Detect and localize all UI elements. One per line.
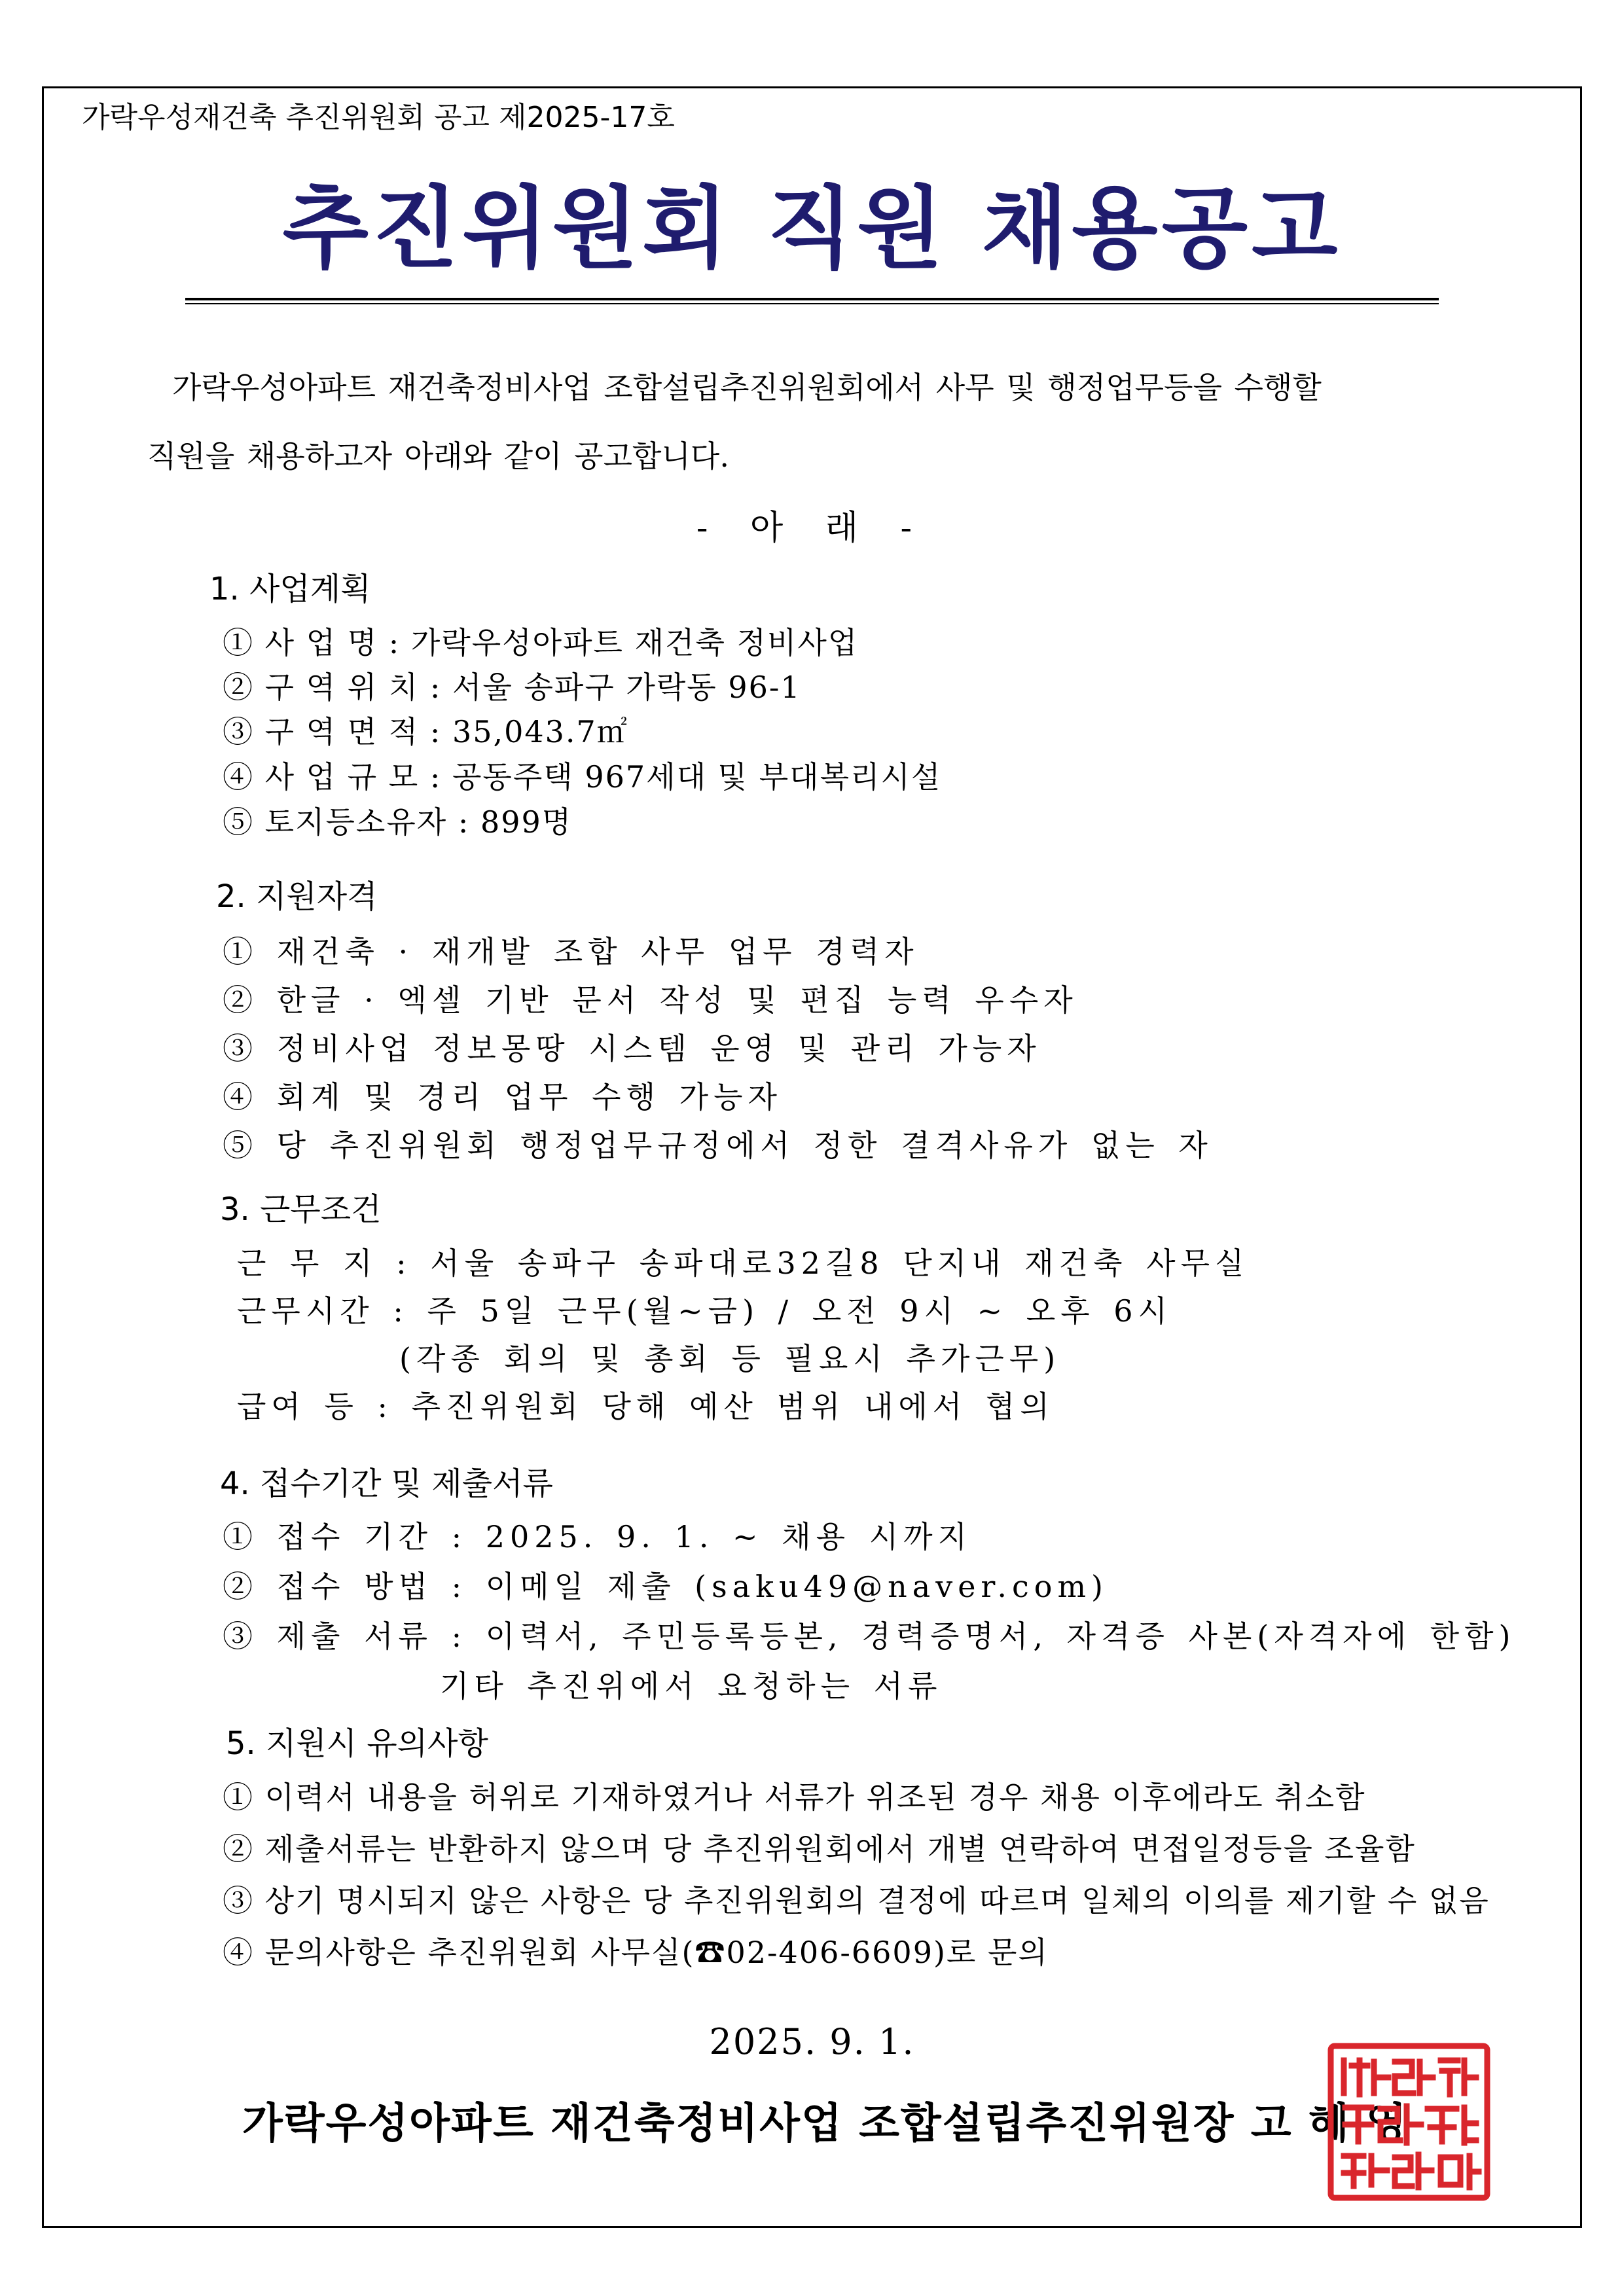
issue-date: 2025. 9. 1. [709,2021,915,2062]
list-item: ① 이력서 내용을 허위로 기재하였거나 서류가 위조된 경우 채용 이후에라도 취소함 [223,1780,1366,1815]
list-item: ② 한글 · 엑셀 기반 문서 작성 및 편집 능력 우수자 [223,982,1078,1018]
section-heading-qualifications: 2. 지원자격 [216,878,378,915]
list-item: ② 구 역 위 치 : 서울 송파구 가락동 96-1 [223,670,801,705]
title-underline-thick [185,298,1439,300]
intro-line-1: 가락우성아파트 재건축정비사업 조합설립추진위원회에서 사무 및 행정업무등을 수행할 [172,370,1322,405]
section-heading-notes: 5. 지원시 유의사항 [226,1725,488,1762]
list-item: ① 사 업 명 : 가락우성아파트 재건축 정비사업 [223,625,859,660]
section-heading-business-plan: 1. 사업계획 [209,571,371,607]
list-item: 급여 등 : 추진위원회 당해 예산 범위 내에서 협의 [237,1389,1055,1424]
list-item: ⑤ 당 추진위원회 행정업무규정에서 정한 결격사유가 없는 자 [223,1128,1213,1163]
list-item: ⑤ 토지등소유자 : 899명 [223,804,573,840]
list-item: ③ 제출 서류 : 이력서, 주민등록등본, 경력증명서, 자격증 사본(자격자에 한함) [223,1619,1516,1654]
list-item: ③ 구 역 면 적 : 35,043.7㎡ [223,714,628,749]
official-seal-icon [1326,2041,1492,2203]
list-item: ④ 사 업 규 모 : 공동주택 967세대 및 부대복리시설 [223,759,942,795]
list-item: ① 재건축 · 재개발 조합 사무 업무 경력자 [223,934,919,969]
list-item: ① 접수 기간 : 2025. 9. 1. ~ 채용 시까지 [223,1519,973,1554]
intro-paragraph [147,353,1502,491]
page-title: 추진위원회 직원 채용공고 [282,177,1342,281]
list-item: 기타 추진위에서 요청하는 서류 [440,1668,943,1704]
list-item: 근 무 지 : 서울 송파구 송파대로32길8 단지내 재건축 사무실 [237,1246,1250,1281]
section-heading-application: 4. 접수기간 및 제출서류 [220,1465,553,1502]
intro-line-2: 직원을 채용하고자 아래와 같이 공고합니다. [147,439,729,474]
below-heading: - 아 래 - [696,509,928,548]
notice-number: 가락우성재건축 추진위원회 공고 제2025-17호 [82,101,675,134]
list-item: 근무시간 : 주 5일 근무(월~금) / 오전 9시 ~ 오후 6시 [237,1293,1172,1329]
list-item: ② 제출서류는 반환하지 않으며 당 추진위원회에서 개별 연락하여 면접일정등을 조율함 [223,1831,1416,1867]
section-heading-work-conditions: 3. 근무조건 [220,1191,382,1228]
title-underline-thin [185,303,1439,304]
list-item: ④ 회계 및 경리 업무 수행 가능자 [223,1079,782,1115]
list-item: ③ 상기 명시되지 않은 사항은 당 추진위원회의 결정에 따르며 일체의 이의를 제기할 수 없음 [223,1883,1490,1918]
list-item: ② 접수 방법 : 이메일 제출 (saku49@naver.com) [223,1569,1109,1604]
list-item: (각종 회의 및 총회 등 필요시 추가근무) [399,1341,1061,1376]
list-item: ③ 정비사업 정보몽땅 시스템 운영 및 관리 가능자 [223,1031,1041,1066]
signer-name: 가락우성아파트 재건축정비사업 조합설립추진위원장 고 혜 영 [242,2100,1408,2148]
list-item: ④ 문의사항은 추진위원회 사무실(☎02-406-6609)로 문의 [223,1935,1049,1970]
